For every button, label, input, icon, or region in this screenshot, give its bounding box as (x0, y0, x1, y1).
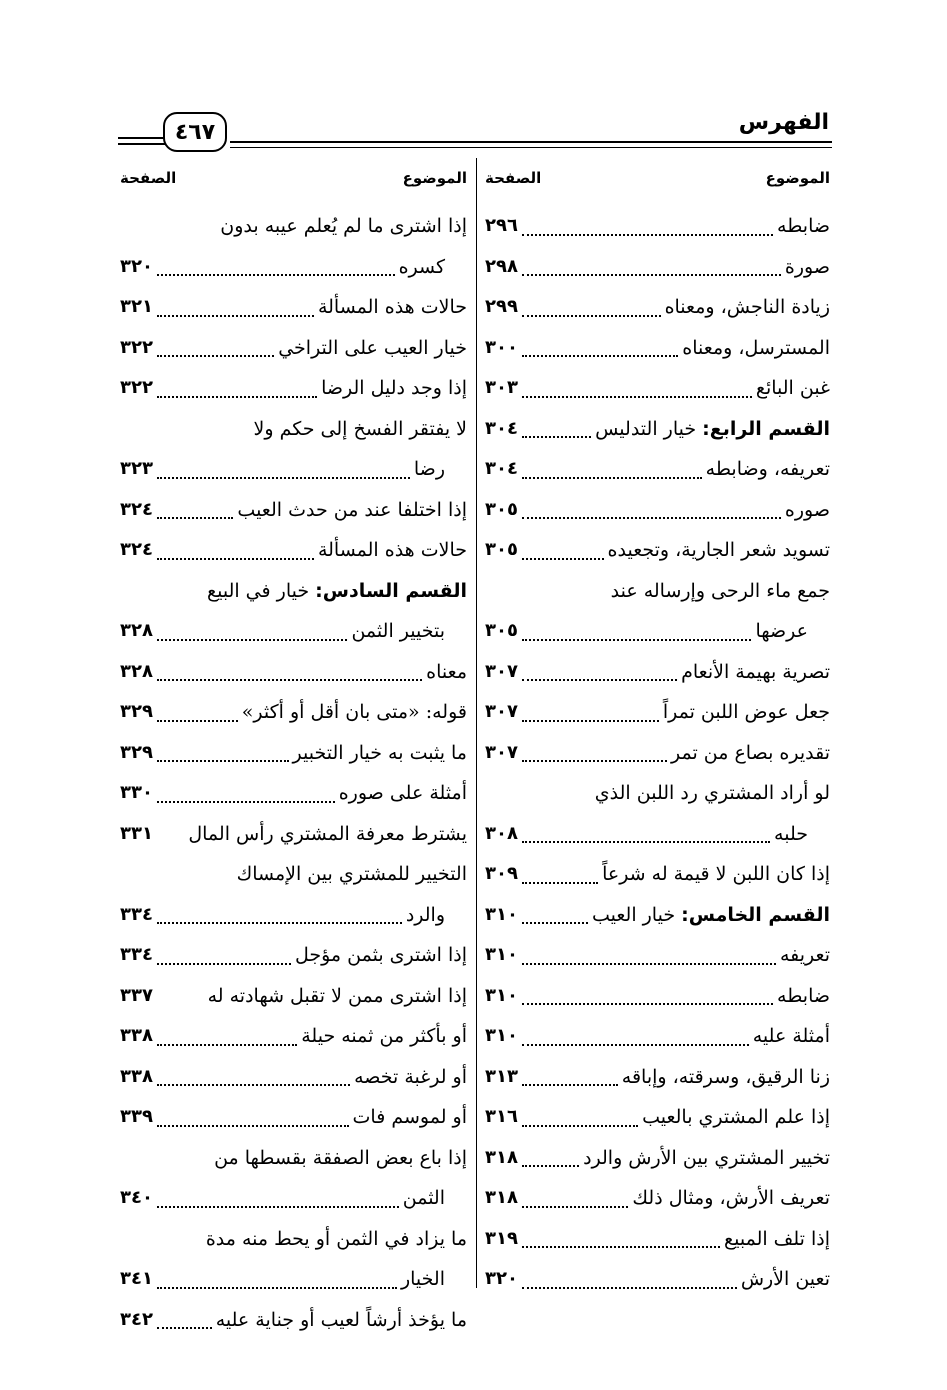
entry-text: المسترسل، ومعناه (682, 336, 830, 359)
entry-topic (602, 854, 830, 895)
dot-leader (157, 1287, 397, 1289)
index-entry (485, 773, 830, 814)
entry-page-number: ٣٠٧ (485, 701, 518, 722)
dot-leader (157, 639, 348, 641)
index-column-left (120, 158, 467, 1340)
entry-topic (354, 1057, 467, 1098)
entry-topic (756, 368, 830, 409)
entry-text: حلبه (774, 822, 808, 845)
entry-topic (278, 328, 467, 369)
index-entry (120, 854, 467, 895)
entry-topic (295, 935, 467, 976)
entry-topic (206, 1219, 467, 1260)
entry-text: إذا باع بعض الصفقة بقسطها من (214, 1146, 467, 1169)
entry-text: إذا علم المشتري بالعيب (642, 1106, 830, 1128)
entry-text: ضابطه (777, 215, 830, 237)
entry-page-number: ٣١٣ (485, 1065, 518, 1087)
entry-topic (622, 1057, 830, 1098)
index-entry (485, 1138, 830, 1179)
entry-page-number: ٣٣١ (120, 822, 153, 844)
section-heading: القسم الرابع: (702, 417, 830, 440)
entry-page-number: ٣٠٧ (485, 660, 518, 682)
header-rule-thin (230, 147, 832, 148)
entry-topic (755, 611, 830, 652)
index-entry (120, 692, 467, 733)
entry-topic (682, 328, 830, 369)
dot-leader (157, 922, 402, 924)
index-entry (120, 571, 467, 612)
index-entry (485, 530, 830, 571)
entry-topic (785, 247, 830, 288)
index-entry (485, 652, 830, 693)
entry-text: والرد (405, 903, 445, 926)
entry-text: ما يزاد في الثمن أو يحط منه مدة (205, 1227, 467, 1250)
entry-text: تعين الأرش (740, 1268, 830, 1290)
index-entry (120, 328, 467, 369)
entry-page-number: ٣٢٠ (120, 255, 153, 277)
index-entry (120, 368, 467, 409)
entry-text: تصرية بهيمة الأنعام (681, 660, 830, 683)
index-entry (120, 652, 467, 693)
entry-topic (242, 692, 467, 733)
topic-header: الموضوع (765, 169, 830, 187)
index-entry (485, 1178, 830, 1219)
entry-topic (353, 1097, 467, 1138)
page-header: الصفحة (120, 169, 177, 187)
dot-leader (522, 477, 702, 479)
index-entry (485, 449, 830, 490)
entry-page-number: ٣٠٥ (485, 498, 518, 520)
entry-page-number: ٣٠٠ (485, 336, 518, 358)
entry-text: إذا اشترى ما لم يُعلم عيبه بدون (220, 215, 467, 237)
entry-page-number: ٣٢٢ (120, 336, 153, 358)
entry-page-number: ٣٢٢ (120, 377, 153, 398)
index-entry (120, 1300, 467, 1341)
entry-text: تقديره بصاع من تمر (670, 741, 830, 764)
entry-page-number: ٣٣٨ (120, 1025, 153, 1046)
header-rule-left-top (118, 137, 166, 139)
entry-page-number: ٣١٠ (485, 984, 518, 1006)
entry-page-number: ٣٠٣ (485, 377, 518, 398)
index-entry (485, 1097, 830, 1138)
entry-topic (706, 449, 830, 490)
entry-text: جعل عوض اللبن تمراً (662, 701, 830, 723)
dot-leader (522, 436, 591, 438)
entry-page-number: ٢٩٩ (485, 296, 518, 317)
entry-page-number: ٢٩٦ (485, 215, 518, 236)
dot-leader (522, 517, 781, 519)
dot-leader (522, 679, 677, 681)
entry-page-number: ٣٢١ (120, 296, 153, 317)
entry-text: إذا اشترى ممن لا تقبل شهادته له (207, 984, 467, 1007)
entry-page-number: ٣٤٠ (120, 1187, 153, 1208)
entry-topic (426, 652, 467, 693)
entry-topic (351, 611, 467, 652)
column-header (120, 158, 467, 196)
dot-leader (157, 679, 422, 681)
dot-leader (522, 1165, 579, 1167)
index-entry (120, 1259, 467, 1300)
dot-leader (157, 801, 335, 803)
dot-leader (157, 1125, 349, 1127)
entry-text: كسره (398, 255, 445, 278)
entry-topic (399, 247, 467, 288)
entry-text: الثمن (402, 1187, 445, 1209)
dot-leader (522, 639, 752, 641)
dot-leader (157, 760, 289, 762)
page-header: الصفحة (485, 169, 542, 187)
index-entry (485, 247, 830, 288)
entry-page-number: ٣٠٥ (485, 539, 518, 560)
index-entry (120, 1097, 467, 1138)
entry-topic (724, 1219, 830, 1260)
dot-leader (522, 1125, 638, 1127)
dot-leader (522, 1246, 720, 1248)
entry-text: إذا وجد دليل الرضا (321, 377, 467, 399)
entry-text: بتخيير الثمن (351, 620, 445, 642)
entry-page-number: ٣١٠ (485, 903, 518, 925)
dot-leader (522, 922, 588, 924)
column-divider (476, 158, 477, 1288)
entry-text: تعريفه، وضابطه (705, 458, 830, 480)
entry-page-number: ٣٣٤ (120, 944, 153, 965)
index-entry (120, 409, 467, 450)
entry-topic (583, 1138, 830, 1179)
index-entry (120, 287, 467, 328)
entry-text: أو بأكثر من ثمنه حيلة (301, 1025, 467, 1047)
index-entry (485, 814, 830, 855)
entry-topic (208, 976, 467, 1017)
entry-text: تعريف الأرش، ومثال ذلك (632, 1187, 830, 1209)
index-column-right (485, 158, 830, 1300)
entry-topic (663, 692, 830, 733)
entry-topic (632, 1178, 830, 1219)
index-entry (120, 490, 467, 531)
dot-leader (157, 1084, 350, 1086)
entry-text: أو لرغبة تخصه (354, 1065, 467, 1088)
entry-text: حالات هذه المسألة (317, 296, 467, 318)
dot-leader (157, 1206, 399, 1208)
index-entry (120, 895, 467, 936)
entry-text: يشترط معرفة المشتري رأس المال (188, 822, 467, 845)
dot-leader (522, 1206, 628, 1208)
index-entry (485, 1016, 830, 1057)
dot-leader (522, 841, 770, 843)
entry-list (485, 206, 830, 1300)
entry-topic (592, 895, 830, 936)
dot-leader (522, 558, 604, 560)
index-entry (120, 247, 467, 288)
dot-leader (522, 720, 659, 722)
index-entry (120, 206, 467, 247)
index-entry (120, 773, 467, 814)
index-entry (485, 571, 830, 612)
entry-page-number: ٣١٨ (485, 1187, 518, 1208)
entry-text: صورة (784, 255, 830, 278)
entry-topic (595, 773, 830, 814)
dot-leader (157, 274, 395, 276)
entry-page-number: ٣٣٨ (120, 1065, 153, 1087)
entry-text: لا يفتقر الفسخ إلى حكم ولا (253, 417, 467, 440)
index-entry (120, 976, 467, 1017)
dot-leader (522, 1003, 773, 1005)
entry-text: خيار في البيع (207, 579, 316, 602)
entry-page-number: ٣٢٩ (120, 701, 153, 722)
entry-text: إذا كان اللبن لا قيمة له شرعاً (602, 863, 830, 885)
section-heading: القسم الخامس: (681, 903, 830, 926)
entry-page-number: ٣٢٣ (120, 458, 153, 479)
entry-page-number: ٣٣٧ (120, 984, 153, 1006)
dot-leader (157, 355, 274, 357)
entry-page-number: ٣٢٠ (485, 1268, 518, 1289)
header-rule (230, 141, 832, 143)
entry-text: ما يثبت به خيار التخبير (292, 741, 467, 764)
entry-topic (216, 1300, 467, 1341)
entry-topic (753, 1016, 830, 1057)
entry-text: زيادة الناجش، ومعناه (664, 296, 830, 318)
dot-leader (157, 720, 238, 722)
entry-text: رضا (413, 458, 445, 480)
entry-page-number: ٣٣٩ (120, 1106, 153, 1127)
entry-page-number: ٣٠٤ (485, 417, 518, 439)
entry-topic (777, 206, 830, 247)
entry-topic (785, 490, 830, 531)
entry-page-number: ٣٠٩ (485, 863, 518, 884)
entry-topic (665, 287, 830, 328)
entry-text: أو لموسم فات (352, 1106, 467, 1128)
entry-text: ضابطه (777, 984, 830, 1007)
entry-topic (318, 287, 467, 328)
entry-page-number: ٣٠٨ (485, 822, 518, 844)
entry-topic (777, 976, 830, 1017)
dot-leader (157, 1044, 297, 1046)
entry-text: خيار العيب (591, 903, 682, 926)
entry-text: تسويد شعر الجارية، وتجعيده (607, 539, 830, 561)
entry-topic (780, 935, 830, 976)
index-entry (485, 409, 830, 450)
entry-topic (595, 409, 830, 450)
dot-leader (522, 963, 776, 965)
dot-leader (157, 517, 233, 519)
entry-list (120, 206, 467, 1340)
dot-leader (522, 234, 773, 236)
entry-page-number: ٣١٩ (485, 1227, 518, 1249)
entry-text: صوره (784, 498, 830, 521)
entry-text: لو أراد المشتري رد اللبن الذي (594, 782, 830, 804)
entry-page-number: ٢٩٨ (485, 255, 518, 277)
entry-text: معناه (426, 660, 467, 683)
index-entry (120, 1178, 467, 1219)
entry-text: إذا اشترى بثمن مؤجل (294, 944, 467, 966)
entry-text: أمثلة على صوره (338, 782, 467, 804)
entry-text: ما يؤخذ أرشاً لعيب أو جناية عليه (215, 1308, 467, 1331)
index-entry (485, 854, 830, 895)
header-rule-left-bottom (118, 143, 166, 145)
dot-leader (157, 396, 317, 398)
index-entry (120, 1138, 467, 1179)
entry-page-number: ٣١٦ (485, 1106, 518, 1127)
entry-text: عرضها (755, 620, 808, 642)
entry-text: تخيير المشتري بين الأرش والرد (583, 1146, 830, 1169)
entry-text: زنا الرقيق، وسرقته، وإباقه (621, 1065, 830, 1088)
entry-text: خيار العيب على التراخي (278, 336, 467, 359)
entry-page-number: ٣١٨ (485, 1146, 518, 1168)
index-entry (485, 1219, 830, 1260)
entry-page-number: ٣٣٠ (120, 782, 153, 803)
entry-topic (318, 530, 467, 571)
dot-leader (157, 1327, 212, 1329)
index-entry (485, 1259, 830, 1300)
index-entry (485, 206, 830, 247)
entry-topic (403, 1178, 467, 1219)
entry-text: الخيار (400, 1268, 445, 1290)
entry-page-number: ٣٣٤ (120, 903, 153, 925)
index-entry (485, 976, 830, 1017)
dot-leader (157, 963, 291, 965)
index-entry (485, 328, 830, 369)
index-entry (120, 814, 467, 855)
dot-leader (522, 355, 678, 357)
dot-leader (522, 396, 752, 398)
entry-topic (237, 490, 467, 531)
column-header (485, 158, 830, 196)
entry-topic (321, 368, 467, 409)
entry-text: أمثلة عليه (752, 1025, 830, 1047)
entry-text: إذا تلف المبيع (724, 1227, 830, 1250)
index-entry (120, 935, 467, 976)
entry-topic (237, 854, 467, 895)
dot-leader (522, 1287, 737, 1289)
entry-topic (214, 1138, 467, 1179)
index-entry (485, 287, 830, 328)
entry-topic (401, 1259, 467, 1300)
dot-leader (522, 760, 667, 762)
entry-topic (220, 206, 467, 247)
dot-leader (157, 315, 314, 317)
dot-leader (522, 315, 661, 317)
entry-page-number: ٣٢٤ (120, 539, 153, 560)
index-entry (485, 490, 830, 531)
entry-topic (254, 409, 467, 450)
entry-topic (681, 652, 830, 693)
entry-topic (406, 895, 467, 936)
entry-page-number: ٣٢٨ (120, 620, 153, 641)
index-entry (485, 692, 830, 733)
dot-leader (157, 558, 314, 560)
entry-topic (414, 449, 467, 490)
index-entry (120, 1016, 467, 1057)
entry-topic (774, 814, 830, 855)
entry-page-number: ٣٢٤ (120, 498, 153, 520)
entry-topic (188, 814, 467, 855)
entry-text: حالات هذه المسألة (317, 539, 467, 561)
page-number: ٤٦٧ (163, 112, 227, 152)
entry-topic (339, 773, 467, 814)
entry-text: قوله: «متى بان أقل أو أكثر» (241, 701, 467, 723)
entry-page-number: ٣٤١ (120, 1268, 153, 1289)
section-heading: القسم السادس: (315, 579, 467, 602)
entry-text: غبن البائع (755, 377, 830, 399)
entry-topic (611, 571, 830, 612)
entry-page-number: ٣٢٨ (120, 660, 153, 682)
index-entry (485, 895, 830, 936)
dot-leader (522, 1084, 618, 1086)
index-entry (485, 1057, 830, 1098)
entry-page-number: ٣٠٥ (485, 620, 518, 641)
entry-page-number: ٣٤٢ (120, 1308, 153, 1330)
dot-leader (522, 882, 598, 884)
index-entry (485, 935, 830, 976)
entry-text: إذا اختلفا عند من حدث العيب (237, 498, 467, 521)
entry-page-number: ٣٠٤ (485, 458, 518, 479)
entry-text: التخيير للمشتري بين الإمساك (236, 863, 467, 885)
index-entry (485, 733, 830, 774)
dot-leader (157, 477, 410, 479)
dot-leader (522, 274, 781, 276)
index-entry (485, 368, 830, 409)
entry-topic (741, 1259, 830, 1300)
entry-text: خيار التدليس (595, 417, 703, 440)
index-entry (120, 1057, 467, 1098)
entry-topic (207, 571, 467, 612)
entry-topic (608, 530, 830, 571)
entry-topic (642, 1097, 830, 1138)
entry-text: تعريفه (779, 944, 830, 966)
index-entry (120, 1219, 467, 1260)
entry-page-number: ٣٠٧ (485, 741, 518, 763)
entry-page-number: ٣١٠ (485, 944, 518, 965)
index-entry (120, 449, 467, 490)
entry-page-number: ٣٢٩ (120, 741, 153, 763)
dot-leader (522, 1044, 749, 1046)
running-title: الفهرس (738, 110, 829, 135)
index-entry (120, 733, 467, 774)
entry-topic (671, 733, 830, 774)
index-entry (485, 611, 830, 652)
entry-page-number: ٣١٠ (485, 1025, 518, 1046)
entry-topic (293, 733, 467, 774)
entry-topic (301, 1016, 467, 1057)
index-entry (120, 611, 467, 652)
topic-header: الموضوع (402, 169, 467, 187)
index-entry (120, 530, 467, 571)
entry-text: جمع ماء الرحى وإرساله عند (610, 579, 830, 602)
